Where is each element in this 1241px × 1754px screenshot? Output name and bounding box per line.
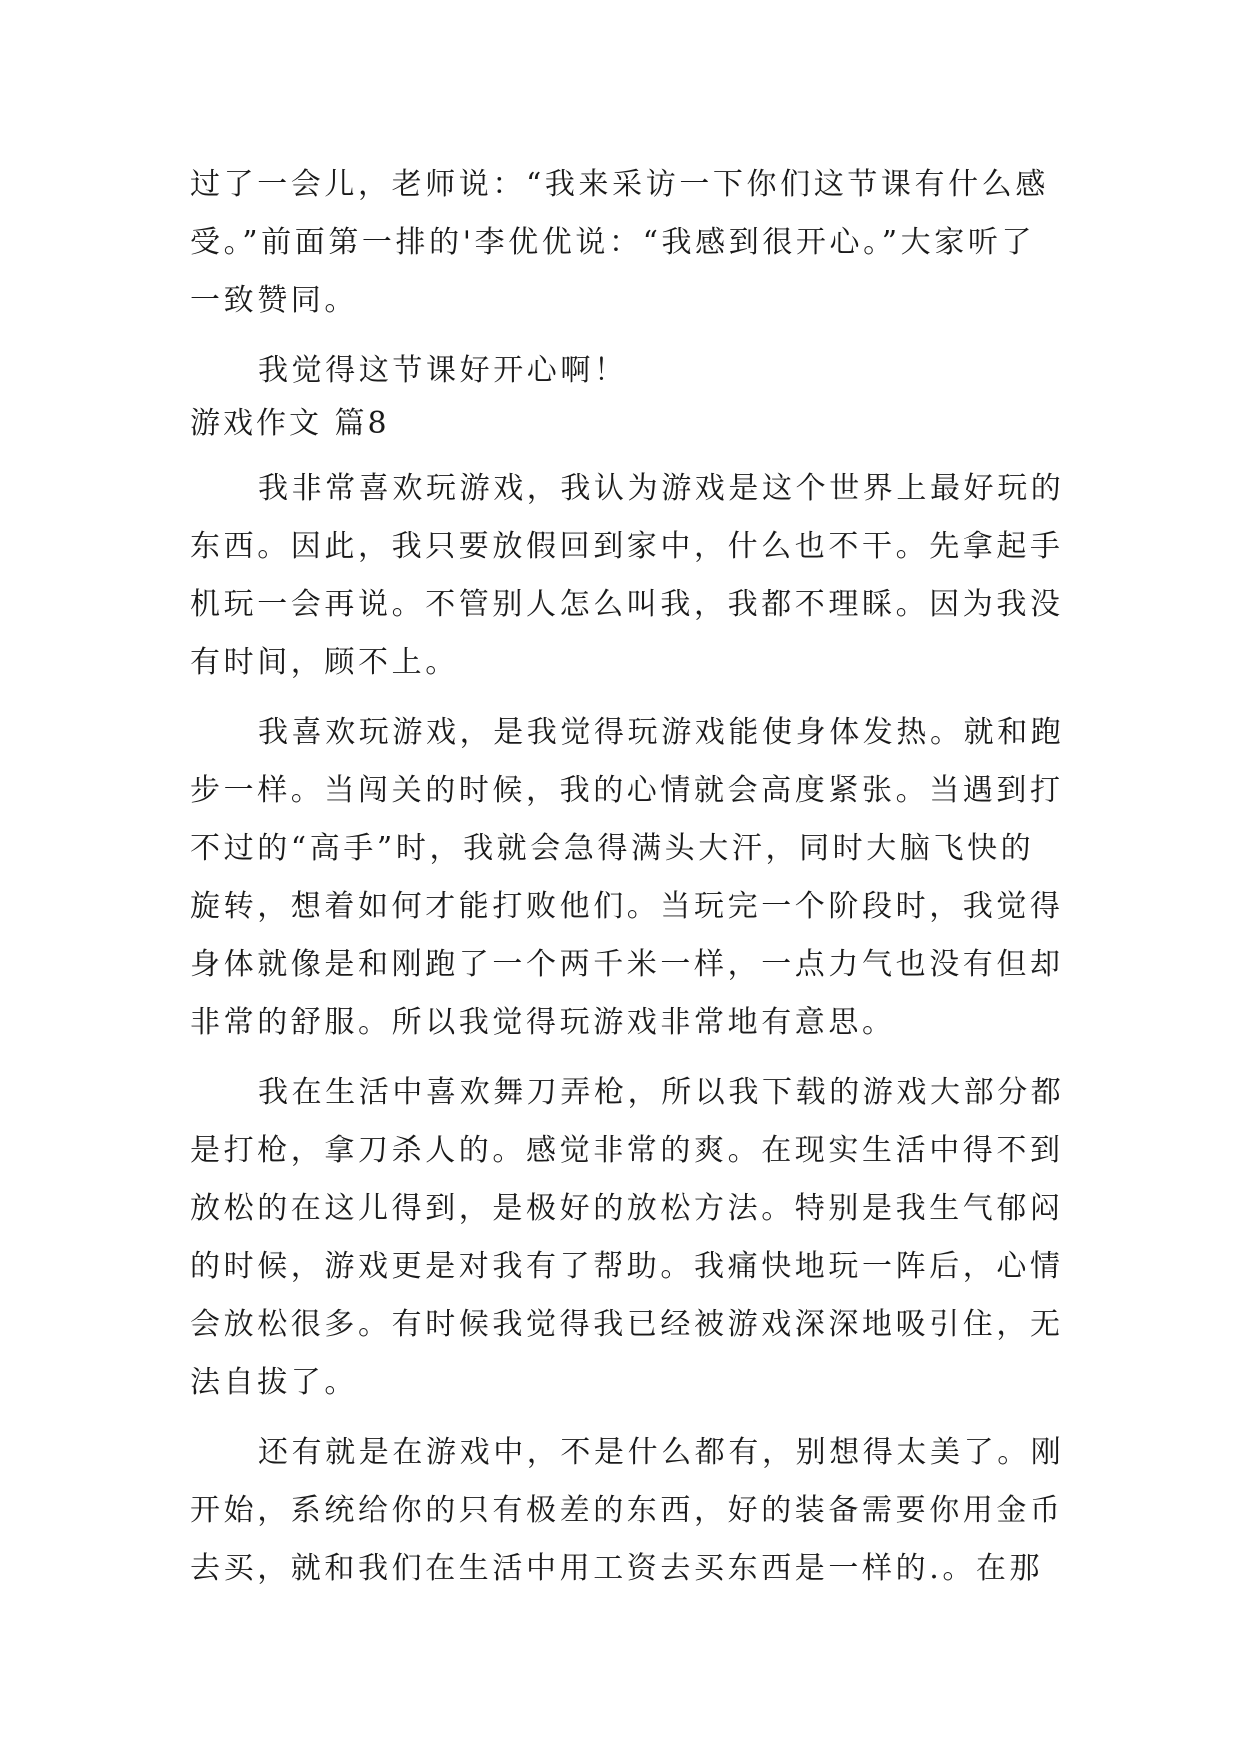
paragraph-conclusion — [190, 342, 1055, 400]
text-line: 是打枪，拿刀杀人的。感觉非常的爽。在现实生活中得不到 — [190, 1133, 1064, 1168]
text-line: 会放松很多。有时候我觉得我已经被游戏深深地吸引住，无 — [190, 1307, 1064, 1342]
text-line: 机玩一会再说。不管别人怎么叫我，我都不理睬。因为我没 — [190, 587, 1064, 622]
paragraph-1 — [190, 460, 1065, 692]
essay-heading: 游戏作文 篇8 — [190, 406, 390, 441]
text-line: 不过的“高手”时，我就会急得满头大汗，同时大脑飞快的 — [190, 831, 1035, 866]
text-line: 开始，系统给你的只有极差的东西，好的装备需要你用金币 — [190, 1493, 1064, 1528]
paragraph-4 — [190, 1424, 1065, 1598]
text-line: 东西。因此，我只要放假回到家中，什么也不干。先拿起手 — [190, 529, 1064, 564]
paragraph-2 — [190, 704, 1065, 1052]
text-line: 身体就像是和刚跑了一个两千米一样，一点力气也没有但却 — [190, 947, 1064, 982]
paragraph-3 — [190, 1064, 1065, 1412]
text-line: 有时间，顾不上。 — [190, 645, 459, 680]
text-line: 法自拔了。 — [190, 1365, 358, 1400]
text-line: 我喜欢玩游戏，是我觉得玩游戏能使身体发热。就和跑 — [258, 715, 1065, 750]
text-line: 过了一会儿，老师说：“我来采访一下你们这节课有什么感 — [190, 167, 1049, 202]
text-line: 的时候，游戏更是对我有了帮助。我痛快地玩一阵后，心情 — [190, 1249, 1064, 1284]
text-line: 还有就是在游戏中，不是什么都有，别想得太美了。刚 — [258, 1435, 1065, 1470]
text-line: 非常的舒服。所以我觉得玩游戏非常地有意思。 — [190, 1005, 896, 1040]
text-line: 我非常喜欢玩游戏，我认为游戏是这个世界上最好玩的 — [258, 471, 1065, 506]
text-line: 去买，就和我们在生活中用工资去买东西是一样的.。在那 — [190, 1551, 1044, 1586]
text-line: 受。”前面第一排的'李优优说：“我感到很开心。”大家听了 — [190, 225, 1036, 260]
text-line: 我觉得这节课好开心啊！ — [258, 353, 628, 388]
paragraph-interview — [190, 156, 1055, 330]
text-line: 旋转，想着如何才能打败他们。当玩完一个阶段时，我觉得 — [190, 889, 1064, 924]
text-line: 放松的在这儿得到，是极好的放松方法。特别是我生气郁闷 — [190, 1191, 1064, 1226]
text-line: 一致赞同。 — [190, 283, 358, 318]
text-line: 我在生活中喜欢舞刀弄枪，所以我下载的游戏大部分都 — [258, 1075, 1065, 1110]
document-page — [190, 156, 1065, 1598]
text-line: 步一样。当闯关的时候，我的心情就会高度紧张。当遇到打 — [190, 773, 1064, 808]
